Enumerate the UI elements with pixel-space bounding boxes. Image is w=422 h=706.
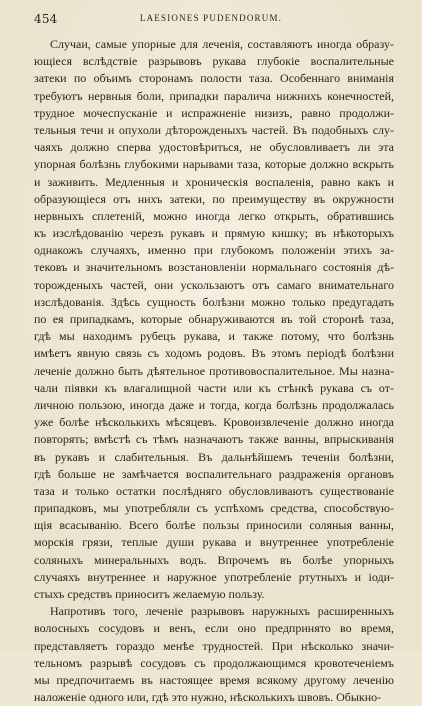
text-line: случаяхъ внутреннее и наружное употребленіе ртутныхъ и іоди- — [34, 569, 394, 584]
paragraph — [34, 36, 394, 603]
text-line: соляныхъ минеральныхъ водъ. Впрочемъ въ болѣе упорныхъ — [34, 552, 394, 567]
text-line: и заживить. Медленныя и хроническія воспаленія, равно какъ и — [34, 174, 394, 189]
text-line: затеки по объимъ сторонамъ полости таза. Особеннаго вниманія — [34, 71, 394, 86]
text-line: въ рукавъ и слабительныя. Въ дальнѣйшемъ теченіи болѣзни, — [34, 449, 394, 464]
text-line: гдѣ мы находимъ рубецъ рукава, и также потому, что болѣзнь — [34, 329, 394, 344]
text-line: изслѣдованія. Здѣсь сущность болѣзни можно только предугадать — [34, 294, 394, 309]
text-line: Случаи, самые упорные для леченія, составляютъ иногда образу- — [50, 37, 394, 51]
text-line: волосныхъ сосудовъ и венъ, если оно предпринято во время, — [34, 621, 394, 636]
text-line: однакожъ случаяхъ, именно при глубокомъ положеніи этихъ за- — [34, 243, 394, 258]
text-line: уже болѣе нѣсколькихъ мѣсяцевъ. Кровоизвлеченіе должно иногда — [34, 415, 394, 430]
running-title: LAESIONES PUDENDORUM. — [139, 13, 283, 23]
text-line: тельномъ разрывѣ сосудовъ съ продолжающимся кровотеченіемъ — [34, 655, 394, 670]
text-line: леченіе должно быть дѣятельное противовоспалительное. Мы назна- — [34, 363, 394, 378]
text-line: торожденыхъ частей, они ускользаютъ отъ самаго внимательнаго — [34, 277, 394, 292]
body-text — [34, 36, 394, 706]
text-line: нервныхъ сплетеній, можно иногда легко открыть, обратившись — [34, 208, 394, 223]
text-line: чаяхъ должно сперва удостовѣриться, не обусловливаетъ ли эта — [34, 140, 394, 155]
text-line: Напротивъ того, леченіе разрывовъ наружныхъ расширенныхъ — [50, 604, 394, 619]
text-line: имѣетъ явную связь съ ходомъ родовъ. Въ этомъ періодѣ болѣзни — [34, 346, 394, 361]
text-line: гдѣ больше не замѣчается воспалительнаго раздраженія органовъ — [34, 466, 394, 481]
text-line: личною пользою, иногда даже и тогда, когда болѣзнь продолжалась — [34, 397, 394, 412]
text-line: ющіеся вслѣдствіе разрывовъ рукава глубокіе воспалительные — [34, 54, 394, 69]
text-line: стыхъ средствъ приноситъ желаемую пользу. — [34, 587, 265, 601]
text-line: щія всасыванію. Всего болѣе пользы приносили соляныя ванны, — [34, 518, 394, 533]
paragraph — [34, 603, 394, 706]
text-line: къ изслѣдованію черезъ рукавъ и прямую кишку; въ нѣкоторыхъ — [34, 226, 394, 241]
text-line: тековъ и значительномъ возстановленіи нормальнаго состоянія дѣ- — [34, 260, 394, 275]
text-line: трудное мочеспусканіе и испражненіе низизъ, равно продолжи- — [34, 105, 394, 120]
text-line: по ея припадкамъ, которые обнаруживаются въ той сторонѣ таза, — [34, 312, 394, 326]
text-line: морскія грязи, теплые души рукава и внутреннее употребленіе — [34, 535, 394, 550]
text-line: представляетъ гораздо менѣе трудностей. При нѣсколько значи- — [34, 638, 394, 653]
running-head — [34, 12, 388, 28]
text-line: повторять; вмѣстѣ съ тѣмъ назначаютъ также ванны, впрыскиванія — [34, 432, 394, 447]
text-line: образующіеся отъ нихъ затеки, по преимуществу въ окружности — [34, 191, 394, 206]
text-line: упорная болѣзнь глубокими нарывами таза, которые должно вскрыть — [34, 157, 394, 172]
text-line: чали піявки къ влагалищной части или къ стѣнкѣ рукава съ от- — [34, 380, 394, 395]
text-line: требуютъ нервныя боли, припадки паралича нижнихъ конечностей, — [34, 88, 394, 103]
text-line: тельныя течи и опухоли дѣторожденыхъ частей. Въ подобныхъ слу- — [34, 122, 394, 137]
text-line: наложеніе одного или, гдѣ это нужно, нѣсколькихъ швовъ. Обыкно- — [34, 690, 382, 705]
text-line: таза и только остатки послѣдняго обусловливаютъ существованіе — [34, 483, 394, 498]
page-number: 454 — [34, 12, 58, 26]
text-line: мы предпочитаемъ въ настоящее время всякому другому леченію — [34, 672, 394, 687]
text-line: припадковъ, мы употребляли съ успѣхомъ средства, способствую- — [34, 501, 394, 516]
